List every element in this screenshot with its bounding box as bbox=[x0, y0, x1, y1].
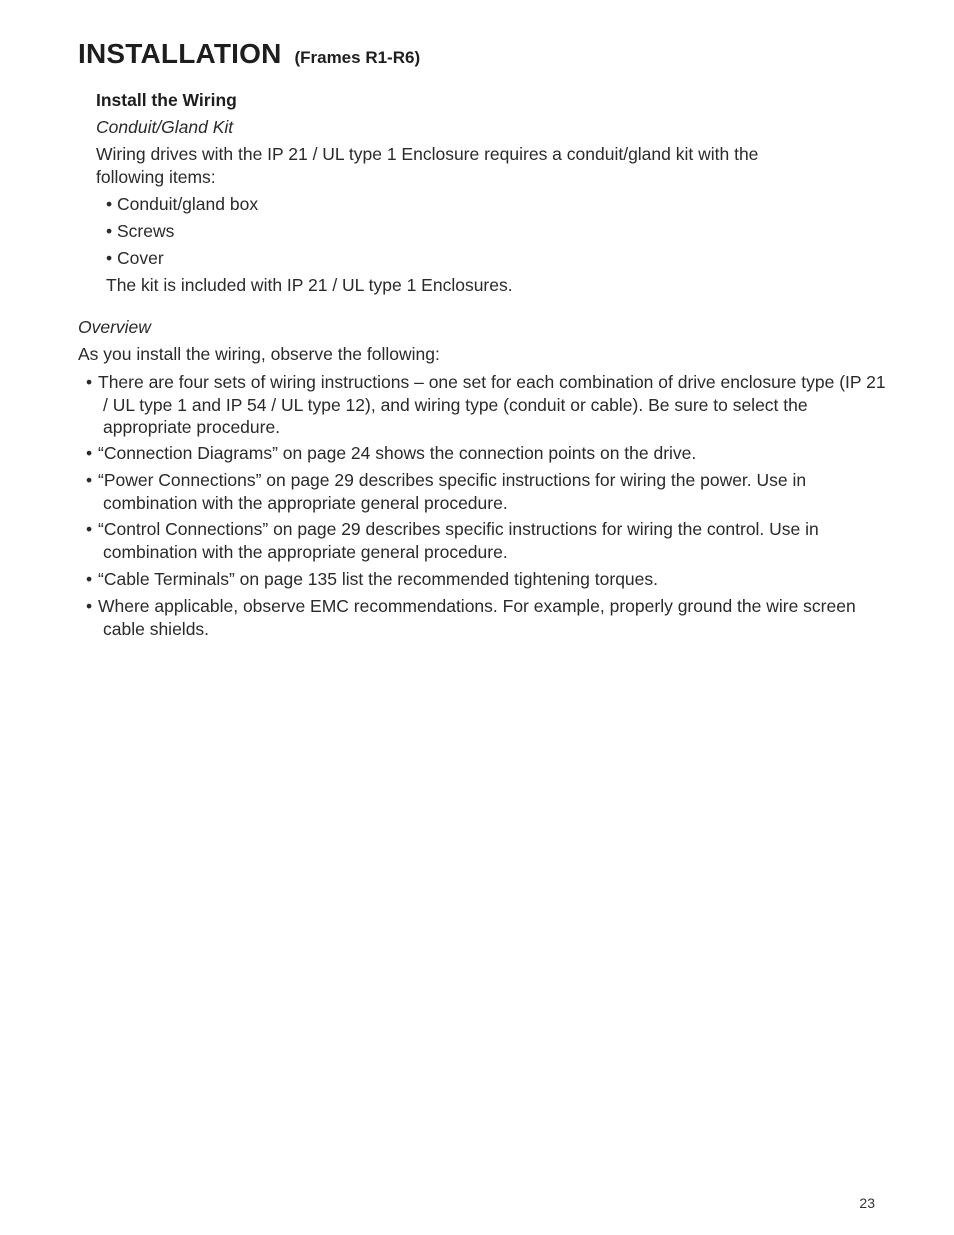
kit-list-item: • Screws bbox=[106, 221, 175, 241]
overview-intro: As you install the wiring, observe the following: bbox=[78, 344, 440, 364]
kit-list-item: • Conduit/gland box bbox=[106, 194, 259, 214]
overview-list-item: • “Control Connections” on page 29 describes specific instructions for wiring the control. Use in combination with the appropriate general procedure. bbox=[86, 519, 819, 562]
section-heading-overview: Overview bbox=[78, 317, 151, 337]
kit-list-item: • Cover bbox=[106, 248, 164, 268]
overview-list-item: • Where applicable, observe EMC recommendations. For example, properly ground the wire screen cable shields. bbox=[86, 596, 856, 639]
overview-list-item: • “Cable Terminals” on page 135 list the recommended tightening torques. bbox=[86, 569, 658, 589]
overview-list-item: • “Power Connections” on page 29 describes specific instructions for wiring the power. Use in combination with the appropriate general procedure. bbox=[86, 470, 807, 513]
overview-list-item: • There are four sets of wiring instructions – one set for each combination of drive enclosure type (IP 21 / UL type 1 and IP 54 / UL type 12), and wiring type (conduit or cable). Be sure to select the appropriate procedure. bbox=[86, 372, 886, 438]
section-heading-install-wiring: Install the Wiring bbox=[96, 90, 237, 110]
bullet-icon: • bbox=[106, 248, 117, 268]
wiring-intro-line-1: Wiring drives with the IP 21 / UL type 1 Enclosure requires a conduit/gland kit with the bbox=[96, 144, 759, 164]
subheading-conduit-gland-kit: Conduit/Gland Kit bbox=[96, 117, 234, 137]
bullet-icon: • bbox=[86, 443, 93, 463]
page-title bbox=[78, 34, 420, 71]
page-number: 23 bbox=[859, 1195, 875, 1211]
bullet-icon: • bbox=[86, 519, 93, 539]
bullet-icon: • bbox=[106, 221, 117, 241]
bullet-icon: • bbox=[86, 569, 93, 589]
bullet-icon: • bbox=[86, 596, 93, 616]
kit-note: The kit is included with IP 21 / UL type 1 Enclosures. bbox=[106, 275, 513, 295]
bullet-icon: • bbox=[86, 470, 93, 490]
bullet-icon: • bbox=[106, 194, 117, 214]
title-subtitle: (Frames R1-R6) bbox=[294, 48, 421, 67]
overview-list-item: • “Connection Diagrams” on page 24 shows the connection points on the drive. bbox=[86, 443, 697, 463]
wiring-intro-line-2: following items: bbox=[96, 167, 216, 187]
title-main: INSTALLATION bbox=[78, 38, 282, 69]
bullet-icon: • bbox=[86, 372, 93, 392]
